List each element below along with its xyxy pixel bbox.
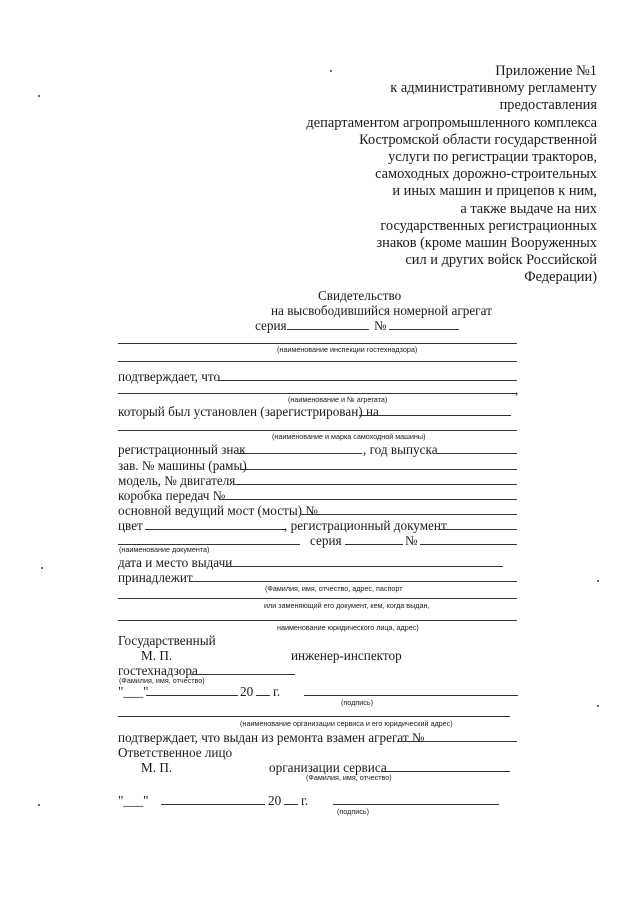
- fio-hint-2: (Фамилия, имя, отчество): [306, 773, 392, 782]
- belongs-label: принадлежит: [118, 570, 193, 585]
- owner-field[interactable]: [190, 581, 517, 582]
- stamp-label: М. П.: [141, 648, 173, 663]
- scan-dot: [41, 567, 43, 569]
- series-label: серия: [255, 318, 287, 333]
- axle-label: основной ведущий мост (мосты) №: [118, 503, 318, 518]
- model-engine-label: модель, № двигателя: [118, 473, 236, 488]
- header-line: а также выдаче на них: [460, 200, 597, 217]
- header-line: предоставления: [499, 97, 597, 114]
- date-month-field-1[interactable]: [146, 695, 238, 696]
- gearbox-field[interactable]: [219, 499, 517, 500]
- confirms-label: подтверждает, что: [118, 369, 221, 384]
- installed-label: который был установлен (зарегистрирован) на: [118, 404, 379, 419]
- aggregate-field[interactable]: [218, 380, 517, 381]
- fio-hint-1: (Фамилия, имя, отчество): [119, 676, 205, 685]
- header-line: самоходных дорожно-строительных: [375, 166, 597, 183]
- header-line: знаков (кроме машин Вооруженных: [376, 235, 597, 252]
- reg-doc-label: , регистрационный документ: [284, 518, 447, 533]
- fio-passport-hint: (Фамилия, имя, отчество, адрес, паспорт: [265, 584, 403, 593]
- year-field[interactable]: [437, 453, 517, 454]
- machine-hint: (наименование и марка самоходной машины): [272, 432, 426, 441]
- signature-field-1[interactable]: [304, 695, 518, 696]
- doc-number-field[interactable]: [420, 544, 517, 545]
- year-prefix-2: 20: [268, 793, 282, 808]
- machine-field-2[interactable]: [118, 430, 517, 431]
- header-line: государственных регистрационных: [380, 217, 597, 234]
- stamp-label-2: М. П.: [141, 760, 173, 775]
- appendix-header: [306, 63, 597, 287]
- machine-no-label: зав. № машины (рамы): [118, 458, 247, 473]
- scan-dot: [38, 804, 40, 806]
- document-hint: (наименование документа): [119, 545, 210, 554]
- comma: ,: [515, 382, 519, 397]
- repair-aggregate-field[interactable]: [397, 741, 517, 742]
- service-org-label: организации сервиса: [269, 760, 387, 775]
- year-suffix-2: г.: [301, 793, 309, 808]
- legal-entity-hint: наименование юридического лица, адрес): [277, 623, 419, 632]
- reg-doc-field[interactable]: [438, 529, 517, 530]
- owner-field-3[interactable]: [118, 620, 517, 621]
- axle-field[interactable]: [300, 514, 517, 515]
- header-line: и иных машин и прицепов к ним,: [392, 183, 597, 200]
- scan-dot: [597, 580, 599, 582]
- year-suffix-1: г.: [273, 684, 281, 699]
- signature-field-2[interactable]: [333, 804, 499, 805]
- state-label: Государственный: [118, 633, 216, 648]
- header-line: Федерации): [524, 269, 597, 286]
- scan-dot: [38, 95, 40, 97]
- issue-date-place-field[interactable]: [225, 566, 503, 567]
- date-day-1: "___": [118, 684, 149, 699]
- signature-hint-2: (подпись): [337, 807, 369, 816]
- doc-series-field[interactable]: [345, 544, 403, 545]
- header-line: департаментом агропромышленного комплекса: [306, 114, 597, 131]
- color-label: цвет: [118, 518, 143, 533]
- reg-sign-field[interactable]: [238, 453, 362, 454]
- gostekh-label: гостехнадзора: [118, 663, 198, 678]
- header-line: сил и других войск Российской: [405, 252, 597, 269]
- model-engine-field[interactable]: [233, 484, 517, 485]
- certificate-subtitle: на высвободившийся номерной агрегат: [271, 303, 492, 318]
- aggregate-hint: (наименование и № агрегата): [288, 395, 388, 404]
- machine-field[interactable]: [359, 415, 511, 416]
- scan-dot: [330, 70, 332, 72]
- inspection-hint: (наименование инспекции гостехнадзора): [277, 345, 418, 354]
- year-prefix-1: 20: [240, 684, 254, 699]
- service-org-field[interactable]: [118, 716, 510, 717]
- aggregate-field-2[interactable]: [118, 393, 517, 394]
- date-day-2: "___": [118, 793, 149, 808]
- service-org-hint: (наименование организации сервиса и его юридический адрес): [240, 719, 453, 728]
- number-label: №: [374, 318, 387, 333]
- certificate-title: Свидетельство: [318, 288, 402, 303]
- replacing-doc-hint: или заменяющий его документ, кем, когда выдан,: [264, 601, 430, 610]
- service-person-field[interactable]: [381, 771, 510, 772]
- inspection-field-2[interactable]: [118, 361, 517, 362]
- year-field-2[interactable]: [284, 804, 298, 805]
- header-line: услуги по регистрации тракторов,: [388, 149, 597, 166]
- inspection-field[interactable]: [118, 343, 517, 344]
- inspector-name-field[interactable]: [191, 674, 295, 675]
- signature-hint-1: (подпись): [341, 698, 373, 707]
- number-field[interactable]: [389, 329, 459, 330]
- header-line: Костромской области государственной: [359, 131, 597, 148]
- reg-sign-label: регистрационный знак: [118, 442, 246, 457]
- year-label: , год выпуска: [363, 442, 438, 457]
- series-field[interactable]: [287, 329, 369, 330]
- machine-no-field[interactable]: [240, 469, 517, 470]
- confirms-repair-label: подтверждает, что выдан из ремонта взамен агрегат №: [118, 730, 425, 745]
- gearbox-label: коробка передач №: [118, 488, 226, 503]
- owner-field-2[interactable]: [118, 598, 517, 599]
- issue-date-place-label: дата и место выдачи: [118, 555, 233, 570]
- doc-number-label: №: [405, 533, 418, 548]
- doc-series-label: серия: [310, 533, 342, 548]
- color-field[interactable]: [145, 529, 285, 530]
- scan-dot: [597, 705, 599, 707]
- header-line: к административному регламенту: [390, 80, 597, 97]
- engineer-label: инженер-инспектор: [291, 648, 402, 663]
- date-month-field-2[interactable]: [161, 804, 265, 805]
- year-field-1[interactable]: [256, 695, 270, 696]
- responsible-label: Ответственное лицо: [118, 745, 233, 760]
- header-line: Приложение №1: [495, 63, 597, 79]
